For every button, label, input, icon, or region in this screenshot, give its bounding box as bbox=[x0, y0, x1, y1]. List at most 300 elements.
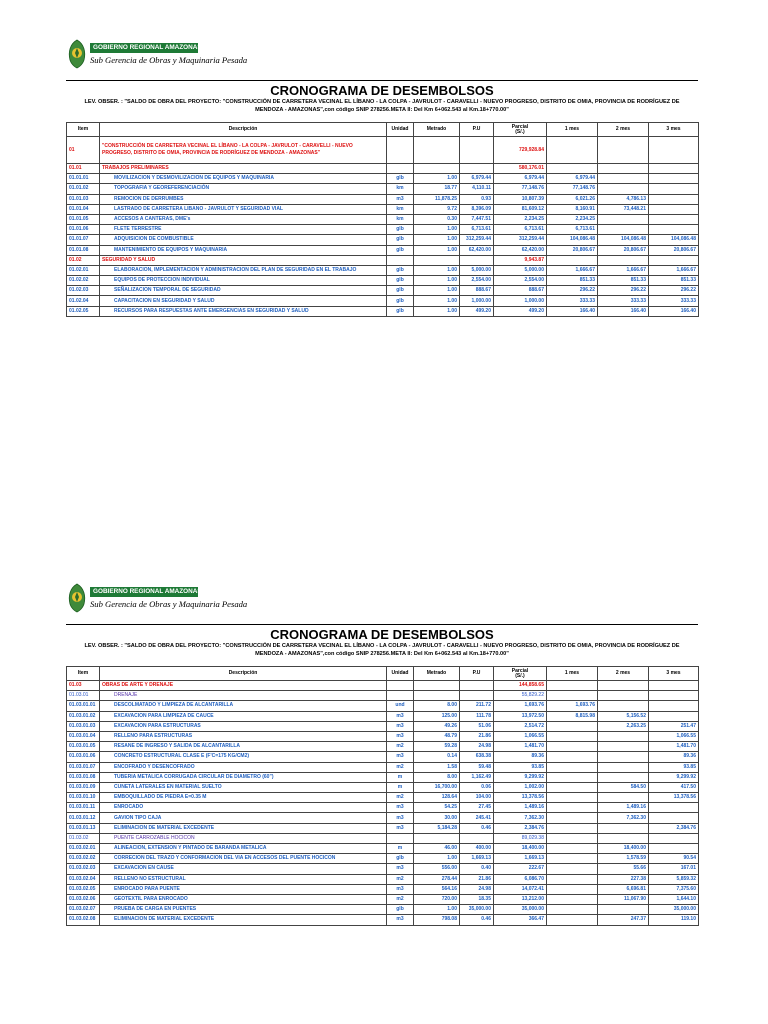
month-1-cell: 6,713.61 bbox=[547, 225, 598, 235]
pu-cell: 104.00 bbox=[460, 793, 494, 803]
table-row bbox=[67, 235, 699, 245]
item-cell: 01.03.01.09 bbox=[67, 782, 100, 792]
month-3-cell: 89.36 bbox=[649, 752, 699, 762]
month-1-cell bbox=[547, 772, 598, 782]
month-2-cell: 5,156.52 bbox=[598, 711, 649, 721]
desc-cell: ELIMINACION DE MATERIAL EXCEDENTE bbox=[100, 915, 387, 925]
desc-cell: RECURSOS PARA RESPUESTAS ANTE EMERGENCIAS EN SEGURIDAD Y SALUD bbox=[100, 306, 387, 316]
item-cell: 01.01.01 bbox=[67, 174, 100, 184]
desc-cell: EXCAVACION PARA ESTRUCTURAS bbox=[100, 721, 387, 731]
unit-cell: glb bbox=[387, 276, 414, 286]
unit-cell: m3 bbox=[387, 731, 414, 741]
month-2-cell bbox=[598, 701, 649, 711]
pu-cell: 312,259.44 bbox=[460, 235, 494, 245]
month-3-cell: 90.54 bbox=[649, 854, 699, 864]
item-cell: 01.03.01.11 bbox=[67, 803, 100, 813]
col-item: Item bbox=[67, 123, 100, 137]
parcial-cell: 222.67 bbox=[494, 864, 547, 874]
desc-cell: EQUIPOS DE PROTECCION INDIVIDUAL bbox=[100, 276, 387, 286]
pu-cell: 638.38 bbox=[460, 752, 494, 762]
col-month-3: 3 mes bbox=[649, 667, 699, 681]
parcial-cell: 580,176.01 bbox=[494, 164, 547, 174]
pu-cell: 0.46 bbox=[460, 823, 494, 833]
month-2-cell bbox=[598, 752, 649, 762]
table-row bbox=[67, 306, 699, 316]
month-3-cell: 417.50 bbox=[649, 782, 699, 792]
table-row bbox=[67, 772, 699, 782]
parcial-cell: 1,669.13 bbox=[494, 854, 547, 864]
unit-cell bbox=[387, 833, 414, 843]
month-1-cell: 166.40 bbox=[547, 306, 598, 316]
month-1-cell bbox=[547, 742, 598, 752]
unit-cell: glb bbox=[387, 854, 414, 864]
metrado-cell: 1.00 bbox=[414, 296, 460, 306]
month-3-cell: 2,384.76 bbox=[649, 823, 699, 833]
pu-cell: 7,447.51 bbox=[460, 214, 494, 224]
metrado-cell: 16,700.00 bbox=[414, 782, 460, 792]
table-header-row bbox=[67, 123, 699, 137]
parcial-cell: 77,148.76 bbox=[494, 184, 547, 194]
month-3-cell: 1,481.70 bbox=[649, 742, 699, 752]
table-row bbox=[67, 286, 699, 296]
item-cell: 01.03.01.02 bbox=[67, 711, 100, 721]
metrado-cell: 1.00 bbox=[414, 265, 460, 275]
parcial-cell: 1,002.00 bbox=[494, 782, 547, 792]
month-1-cell bbox=[547, 782, 598, 792]
table-row bbox=[67, 691, 699, 701]
pu-cell bbox=[460, 691, 494, 701]
month-1-cell bbox=[547, 137, 598, 164]
unit-cell: m3 bbox=[387, 915, 414, 925]
parcial-cell: 6,086.70 bbox=[494, 874, 547, 884]
table-row bbox=[67, 276, 699, 286]
desc-cell: RESANE DE INGRESO Y SALIDA DE ALCANTARILLA bbox=[100, 742, 387, 752]
table-row bbox=[67, 905, 699, 915]
parcial-cell: 6,979.44 bbox=[494, 174, 547, 184]
month-2-cell bbox=[598, 833, 649, 843]
month-1-cell bbox=[547, 884, 598, 894]
metrado-cell: 798.08 bbox=[414, 915, 460, 925]
table-row bbox=[67, 894, 699, 904]
metrado-cell: 59.28 bbox=[414, 742, 460, 752]
parcial-cell: 62,420.00 bbox=[494, 245, 547, 255]
month-2-cell bbox=[598, 772, 649, 782]
desc-cell: EXCAVACION EN CAUSE bbox=[100, 864, 387, 874]
month-3-cell: 1,066.55 bbox=[649, 731, 699, 741]
desc-cell: TUBERIA METALICA CORRUGADA CIRCULAR DE DIAMETRO (60") bbox=[100, 772, 387, 782]
unit-cell bbox=[387, 681, 414, 691]
pu-cell: 4,110.11 bbox=[460, 184, 494, 194]
unit-cell: m3 bbox=[387, 803, 414, 813]
table-row bbox=[67, 833, 699, 843]
metrado-cell bbox=[414, 681, 460, 691]
unit-cell: glb bbox=[387, 245, 414, 255]
metrado-cell: 8.00 bbox=[414, 701, 460, 711]
regional-seal-icon bbox=[66, 38, 88, 70]
table-row bbox=[67, 214, 699, 224]
table-row bbox=[67, 864, 699, 874]
parcial-cell: 2,514.72 bbox=[494, 721, 547, 731]
month-3-cell bbox=[649, 711, 699, 721]
item-cell: 01.03.01 bbox=[67, 691, 100, 701]
month-3-cell: 5,859.32 bbox=[649, 874, 699, 884]
item-cell: 01.01.05 bbox=[67, 214, 100, 224]
month-2-cell: 73,448.21 bbox=[598, 204, 649, 214]
desc-cell: MOVILIZACION Y DESMOVILIZACION DE EQUIPOS Y MAQUINARIA bbox=[100, 174, 387, 184]
parcial-cell: 5,000.00 bbox=[494, 265, 547, 275]
desc-cell: ENROCADO bbox=[100, 803, 387, 813]
table-row bbox=[67, 204, 699, 214]
metrado-cell: 48.79 bbox=[414, 731, 460, 741]
month-1-cell: 2,234.25 bbox=[547, 214, 598, 224]
month-3-cell bbox=[649, 255, 699, 265]
month-3-cell bbox=[649, 214, 699, 224]
desc-cell: MANTENIMIENTO DE EQUIPOS Y MAQUINARIA bbox=[100, 245, 387, 255]
table-row bbox=[67, 184, 699, 194]
month-1-cell bbox=[547, 681, 598, 691]
desc-cell: ENROCADO PARA PUENTE bbox=[100, 884, 387, 894]
month-1-cell: 8,160.91 bbox=[547, 204, 598, 214]
col-metrado: Metrado bbox=[414, 123, 460, 137]
desc-cell: SEGURIDAD Y SALUD bbox=[100, 255, 387, 265]
parcial-cell: 1,489.16 bbox=[494, 803, 547, 813]
month-1-cell bbox=[547, 793, 598, 803]
parcial-cell: 13,378.56 bbox=[494, 793, 547, 803]
metrado-cell: 564.16 bbox=[414, 884, 460, 894]
metrado-cell: 125.00 bbox=[414, 711, 460, 721]
month-1-cell bbox=[547, 823, 598, 833]
item-cell: 01.02 bbox=[67, 255, 100, 265]
title-rule bbox=[66, 624, 698, 625]
pu-cell: 1,669.13 bbox=[460, 854, 494, 864]
pu-cell: 1,162.49 bbox=[460, 772, 494, 782]
pu-cell: 8,396.09 bbox=[460, 204, 494, 214]
month-1-cell: 1,666.67 bbox=[547, 265, 598, 275]
metrado-cell: 54.25 bbox=[414, 803, 460, 813]
table-row bbox=[67, 701, 699, 711]
table-row bbox=[67, 915, 699, 925]
metrado-cell: 8.00 bbox=[414, 772, 460, 782]
parcial-cell: 6,713.61 bbox=[494, 225, 547, 235]
unit-cell: m2 bbox=[387, 793, 414, 803]
pu-cell: 24.98 bbox=[460, 742, 494, 752]
pu-cell: 0.46 bbox=[460, 915, 494, 925]
parcial-cell: 7,362.30 bbox=[494, 813, 547, 823]
desc-cell: CORRECION DEL TRAZO Y CONFORMACION DEL VIA EN ACCESOS DEL PUENTE HOCICON bbox=[100, 854, 387, 864]
metrado-cell bbox=[414, 833, 460, 843]
month-1-cell bbox=[547, 905, 598, 915]
table-row bbox=[67, 844, 699, 854]
parcial-cell: 1,000.00 bbox=[494, 296, 547, 306]
pu-cell: 2,554.00 bbox=[460, 276, 494, 286]
metrado-cell: 30.00 bbox=[414, 813, 460, 823]
month-2-cell bbox=[598, 164, 649, 174]
pu-cell: 499.20 bbox=[460, 306, 494, 316]
metrado-cell: 1.00 bbox=[414, 235, 460, 245]
month-3-cell: 7,375.60 bbox=[649, 884, 699, 894]
col-metrado: Metrado bbox=[414, 667, 460, 681]
item-cell: 01.03.01.10 bbox=[67, 793, 100, 803]
month-1-cell bbox=[547, 803, 598, 813]
pu-cell bbox=[460, 681, 494, 691]
metrado-cell: 0.14 bbox=[414, 752, 460, 762]
unit-cell bbox=[387, 164, 414, 174]
unit-cell: km bbox=[387, 204, 414, 214]
metrado-cell: 1.00 bbox=[414, 306, 460, 316]
desc-cell: DESCOLMATADO Y LIMPIEZA DE ALCANTARILLA bbox=[100, 701, 387, 711]
month-2-cell bbox=[598, 214, 649, 224]
item-cell: 01.03.01.05 bbox=[67, 742, 100, 752]
pu-cell bbox=[460, 255, 494, 265]
month-1-cell: 104,086.48 bbox=[547, 235, 598, 245]
month-3-cell: 251.47 bbox=[649, 721, 699, 731]
item-cell: 01.03.02.05 bbox=[67, 884, 100, 894]
month-1-cell: 333.33 bbox=[547, 296, 598, 306]
month-2-cell bbox=[598, 793, 649, 803]
col-unit: Unidad bbox=[387, 123, 414, 137]
metrado-cell: 9.72 bbox=[414, 204, 460, 214]
parcial-cell: 13,212.00 bbox=[494, 894, 547, 904]
desc-cell: ELABORACION, IMPLEMENTACION Y ADMINISTRACION DEL PLAN DE SEGURIDAD EN EL TRABAJO bbox=[100, 265, 387, 275]
pu-cell: 59.48 bbox=[460, 762, 494, 772]
metrado-cell bbox=[414, 164, 460, 174]
month-2-cell: 6,696.81 bbox=[598, 884, 649, 894]
pu-cell: 0.06 bbox=[460, 782, 494, 792]
pu-cell: 35,000.00 bbox=[460, 905, 494, 915]
item-cell: 01.02.03 bbox=[67, 286, 100, 296]
table-row bbox=[67, 245, 699, 255]
month-2-cell bbox=[598, 174, 649, 184]
unit-cell: m2 bbox=[387, 874, 414, 884]
item-cell: 01.03.02.02 bbox=[67, 854, 100, 864]
parcial-cell: 14,072.41 bbox=[494, 884, 547, 894]
table-row bbox=[67, 164, 699, 174]
pu-cell: 24.98 bbox=[460, 884, 494, 894]
month-1-cell: 6,979.44 bbox=[547, 174, 598, 184]
col-unit: Unidad bbox=[387, 667, 414, 681]
pu-cell: 21.86 bbox=[460, 731, 494, 741]
metrado-cell: 5,184.28 bbox=[414, 823, 460, 833]
month-3-cell bbox=[649, 701, 699, 711]
month-1-cell: 8,815.98 bbox=[547, 711, 598, 721]
desc-cell: PRUEBA DE CARGA EN PUENTES bbox=[100, 905, 387, 915]
unit-cell: m3 bbox=[387, 711, 414, 721]
unit-cell: glb bbox=[387, 286, 414, 296]
parcial-cell: 1,693.76 bbox=[494, 701, 547, 711]
item-cell: 01.03.02.03 bbox=[67, 864, 100, 874]
unit-cell bbox=[387, 255, 414, 265]
desc-cell: TRABAJOS PRELIMINARES bbox=[100, 164, 387, 174]
page-title: CRONOGRAMA DE DESEMBOLSOS bbox=[270, 627, 494, 642]
item-cell: 01.03.02.06 bbox=[67, 894, 100, 904]
title-rule bbox=[66, 80, 698, 81]
item-cell: 01.03.02.07 bbox=[67, 905, 100, 915]
desc-cell: GEOTEXTIL PARA ENROCADO bbox=[100, 894, 387, 904]
parcial-cell: 10,807.39 bbox=[494, 194, 547, 204]
desc-cell: PUENTE CARROZABLE HOCICON bbox=[100, 833, 387, 843]
month-3-cell bbox=[649, 803, 699, 813]
month-2-cell: 1,666.67 bbox=[598, 265, 649, 275]
item-cell: 01.03.01.04 bbox=[67, 731, 100, 741]
month-3-cell bbox=[649, 833, 699, 843]
month-3-cell: 166.40 bbox=[649, 306, 699, 316]
unit-cell: glb bbox=[387, 296, 414, 306]
desc-cell: CAPACITACION EN SEGURIDAD Y SALUD bbox=[100, 296, 387, 306]
metrado-cell: 1.00 bbox=[414, 286, 460, 296]
table-header-row bbox=[67, 667, 699, 681]
table-row bbox=[67, 874, 699, 884]
parcial-cell: 9,299.92 bbox=[494, 772, 547, 782]
month-2-cell: 7,362.30 bbox=[598, 813, 649, 823]
month-3-cell bbox=[649, 225, 699, 235]
item-cell: 01.02.02 bbox=[67, 276, 100, 286]
metrado-cell: 1.00 bbox=[414, 276, 460, 286]
item-cell: 01.03.01.08 bbox=[67, 772, 100, 782]
pu-cell bbox=[460, 164, 494, 174]
month-2-cell bbox=[598, 225, 649, 235]
col-pu: P.U bbox=[460, 123, 494, 137]
table-row bbox=[67, 137, 699, 164]
month-2-cell: 2,263.25 bbox=[598, 721, 649, 731]
month-2-cell: 247.37 bbox=[598, 915, 649, 925]
unit-cell: m3 bbox=[387, 823, 414, 833]
org-banner: GOBIERNO REGIONAL AMAZONAS bbox=[90, 43, 198, 53]
pu-cell: 5,000.00 bbox=[460, 265, 494, 275]
month-2-cell: 584.50 bbox=[598, 782, 649, 792]
metrado-cell: 1.00 bbox=[414, 854, 460, 864]
month-3-cell: 333.33 bbox=[649, 296, 699, 306]
item-cell: 01.03.02.08 bbox=[67, 915, 100, 925]
month-3-cell bbox=[649, 813, 699, 823]
month-2-cell bbox=[598, 823, 649, 833]
metrado-cell: 1.00 bbox=[414, 174, 460, 184]
month-2-cell bbox=[598, 681, 649, 691]
regional-seal-icon bbox=[66, 582, 88, 614]
parcial-cell: 1,481.70 bbox=[494, 742, 547, 752]
month-1-cell: 6,021.26 bbox=[547, 194, 598, 204]
month-2-cell bbox=[598, 905, 649, 915]
item-cell: 01.01.08 bbox=[67, 245, 100, 255]
project-description: LEV. OBSER. : "SALDO DE OBRA DEL PROYECTO: "CONSTRUCCIÓN DE CARRETERA VECINAL EL LÍBANO - LA COLPA - JAVRULOT - CARAVELLI - NUEVO PROGRESO, DISTRITO DE OMIA, PROVINCIA DE RODRÍGUEZ DE MENDOZA - AMAZONAS",con código SNIP 278256.META II: Del Km 6+062.543 al Km.18+770.00" bbox=[84, 99, 680, 113]
desc-cell: ELIMINACION DE MATERIAL EXCEDENTE bbox=[100, 823, 387, 833]
metrado-cell: 720.00 bbox=[414, 894, 460, 904]
desc-cell: RELLENO PARA ESTRUCTURAS bbox=[100, 731, 387, 741]
unit-cell: m bbox=[387, 782, 414, 792]
org-subtitle: Sub Gerencia de Obras y Maquinaria Pesada bbox=[90, 55, 248, 65]
month-1-cell bbox=[547, 255, 598, 265]
schedule-table bbox=[66, 122, 699, 317]
pu-cell bbox=[460, 833, 494, 843]
table-row bbox=[67, 813, 699, 823]
desc-cell: ENCOFRADO Y DESENCOFRADO bbox=[100, 762, 387, 772]
unit-cell: m3 bbox=[387, 864, 414, 874]
desc-cell: FLETE TERRESTRE bbox=[100, 225, 387, 235]
header-logo bbox=[66, 582, 248, 622]
month-2-cell: 851.33 bbox=[598, 276, 649, 286]
metrado-cell: 11,878.25 bbox=[414, 194, 460, 204]
table-row bbox=[67, 823, 699, 833]
unit-cell: m3 bbox=[387, 194, 414, 204]
metrado-cell: 278.44 bbox=[414, 874, 460, 884]
metrado-cell: 46.00 bbox=[414, 844, 460, 854]
unit-cell: m3 bbox=[387, 752, 414, 762]
item-cell: 01.03.01.03 bbox=[67, 721, 100, 731]
parcial-cell: 2,384.76 bbox=[494, 823, 547, 833]
month-3-cell bbox=[649, 194, 699, 204]
table-row bbox=[67, 762, 699, 772]
month-1-cell: 296.22 bbox=[547, 286, 598, 296]
unit-cell: m2 bbox=[387, 894, 414, 904]
desc-cell: CUNETA LATERALES EN MATERIAL SUELTO bbox=[100, 782, 387, 792]
month-1-cell bbox=[547, 915, 598, 925]
month-3-cell: 1,666.67 bbox=[649, 265, 699, 275]
month-1-cell bbox=[547, 813, 598, 823]
pu-cell: 27.45 bbox=[460, 803, 494, 813]
desc-cell: REMOCION DE DERRUMBES bbox=[100, 194, 387, 204]
pu-cell: 1,000.00 bbox=[460, 296, 494, 306]
unit-cell: m2 bbox=[387, 762, 414, 772]
parcial-cell: 93.85 bbox=[494, 762, 547, 772]
table-row bbox=[67, 174, 699, 184]
month-2-cell: 55.66 bbox=[598, 864, 649, 874]
month-1-cell bbox=[547, 854, 598, 864]
item-cell: 01.03.01.12 bbox=[67, 813, 100, 823]
table-row bbox=[67, 854, 699, 864]
month-2-cell: 227.38 bbox=[598, 874, 649, 884]
month-1-cell bbox=[547, 752, 598, 762]
month-1-cell bbox=[547, 691, 598, 701]
desc-cell: DRENAJE bbox=[100, 691, 387, 701]
month-3-cell: 296.22 bbox=[649, 286, 699, 296]
month-2-cell bbox=[598, 731, 649, 741]
month-3-cell: 20,806.67 bbox=[649, 245, 699, 255]
unit-cell bbox=[387, 137, 414, 164]
month-2-cell: 1,489.16 bbox=[598, 803, 649, 813]
table-row bbox=[67, 225, 699, 235]
unit-cell: und bbox=[387, 701, 414, 711]
desc-cell: EXCAVACION PARA LIMPIEZA DE CAUCE bbox=[100, 711, 387, 721]
org-subtitle: Sub Gerencia de Obras y Maquinaria Pesada bbox=[90, 599, 248, 609]
month-2-cell bbox=[598, 137, 649, 164]
month-1-cell bbox=[547, 864, 598, 874]
unit-cell: glb bbox=[387, 235, 414, 245]
month-2-cell: 333.33 bbox=[598, 296, 649, 306]
unit-cell: m bbox=[387, 844, 414, 854]
table-row bbox=[67, 681, 699, 691]
header-logo bbox=[66, 38, 248, 78]
month-3-cell: 35,000.00 bbox=[649, 905, 699, 915]
page-title: CRONOGRAMA DE DESEMBOLSOS bbox=[270, 83, 494, 98]
month-3-cell: 104,086.48 bbox=[649, 235, 699, 245]
unit-cell: glb bbox=[387, 306, 414, 316]
parcial-cell: 89.36 bbox=[494, 752, 547, 762]
metrado-cell: 1.00 bbox=[414, 905, 460, 915]
col-item: Item bbox=[67, 667, 100, 681]
table-row bbox=[67, 803, 699, 813]
month-1-cell bbox=[547, 874, 598, 884]
month-2-cell: 20,806.67 bbox=[598, 245, 649, 255]
desc-cell: RELLENO NO ESTRUCTURAL bbox=[100, 874, 387, 884]
desc-cell: SEÑALIZACION TEMPORAL DE SEGURIDAD bbox=[100, 286, 387, 296]
item-cell: 01.02.04 bbox=[67, 296, 100, 306]
month-3-cell: 851.33 bbox=[649, 276, 699, 286]
month-2-cell bbox=[598, 255, 649, 265]
table-row bbox=[67, 296, 699, 306]
month-3-cell bbox=[649, 691, 699, 701]
table-row bbox=[67, 265, 699, 275]
desc-cell: "CONSTRUCCIÓN DE CARRETERA VECINAL EL LÍBANO - LA COLPA - JAVRULOT - CARAVELLI - NUEVO PROGRESO, DISTRITO DE OMIA, PROVINCIA DE RODRÍGUEZ DE MENDOZA - AMAZONAS" bbox=[100, 137, 387, 164]
pu-cell: 18.35 bbox=[460, 894, 494, 904]
